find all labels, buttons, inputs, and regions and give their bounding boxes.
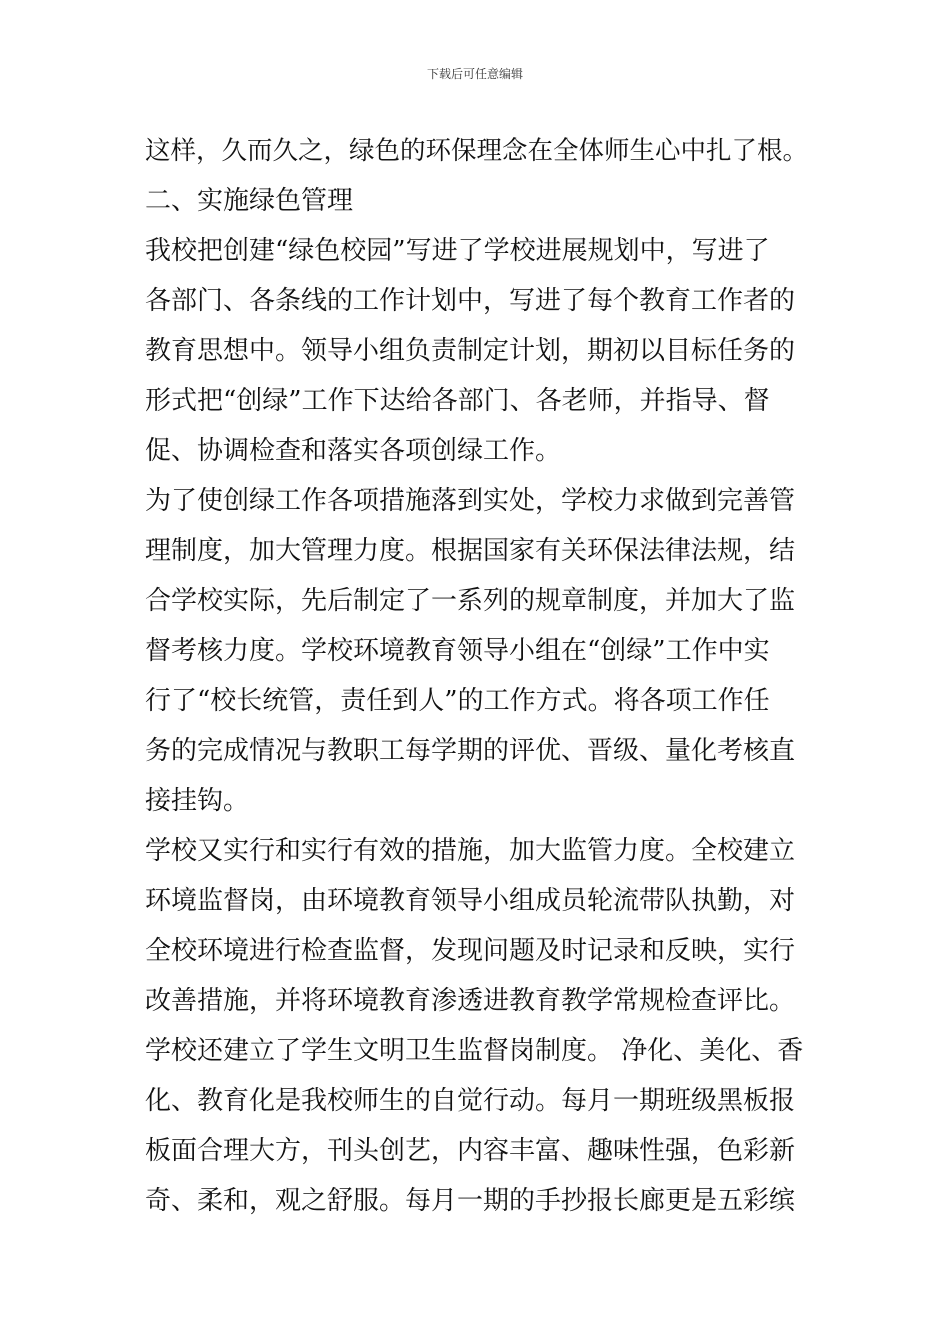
document-body	[145, 126, 810, 1226]
text-line: 学校又实行和实行有效的措施，加大监管力度。全校建立	[145, 836, 796, 866]
text-line: 这样，久而久之，绿色的环保理念在全体师生心中扎了根。	[145, 136, 809, 166]
text-line: 教育思想中。领导小组负责制定计划，期初以目标任务的	[145, 336, 796, 366]
text-line: 理制度，加大管理力度。根据国家有关环保法律法规，结	[145, 536, 796, 566]
text-line: 环境监督岗，由环境教育领导小组成员轮流带队执勤，对	[145, 886, 796, 916]
text-line: 促、协调检查和落实各项创绿工作。	[145, 436, 562, 466]
text-line: 改善措施，并将环境教育渗透进教育教学常规检查评比。	[145, 986, 796, 1016]
text-line: 合学校实际，先后制定了一系列的规章制度，并加大了监	[145, 586, 796, 616]
text-line: 形式把“创绿”工作下达给各部门、各老师，并指导、督	[145, 386, 770, 416]
text-line: 板面合理大方，刊头创艺，内容丰富、趣味性强，色彩新	[145, 1136, 796, 1166]
text-line: 各部门、各条线的工作计划中，写进了每个教育工作者的	[145, 286, 796, 316]
text-line: 化、教育化是我校师生的自觉行动。每月一期班级黑板报	[145, 1086, 796, 1116]
text-line: 为了使创绿工作各项措施落到实处，学校力求做到完善管	[145, 486, 796, 516]
text-line: 奇、柔和，观之舒服。每月一期的手抄报长廊更是五彩缤	[145, 1186, 796, 1216]
text-line: 督考核力度。学校环境教育领导小组在“创绿”工作中实	[145, 636, 770, 666]
text-line: 全校环境进行检查监督，发现问题及时记录和反映，实行	[145, 936, 796, 966]
section-heading: 二、实施绿色管理	[145, 186, 354, 216]
text-line: 学校还建立了学生文明卫生监督岗制度。 净化、美化、香	[145, 1036, 804, 1066]
page-header: 下载后可任意编辑	[426, 67, 523, 81]
text-line: 我校把创建“绿色校园”写进了学校进展规划中，写进了	[145, 236, 770, 266]
text-line: 行了“校长统管，责任到人”的工作方式。将各项工作任	[145, 686, 770, 716]
text-line: 接挂钩。	[145, 786, 250, 816]
text-line: 务的完成情况与教职工每学期的评优、晋级、量化考核直	[145, 736, 796, 766]
